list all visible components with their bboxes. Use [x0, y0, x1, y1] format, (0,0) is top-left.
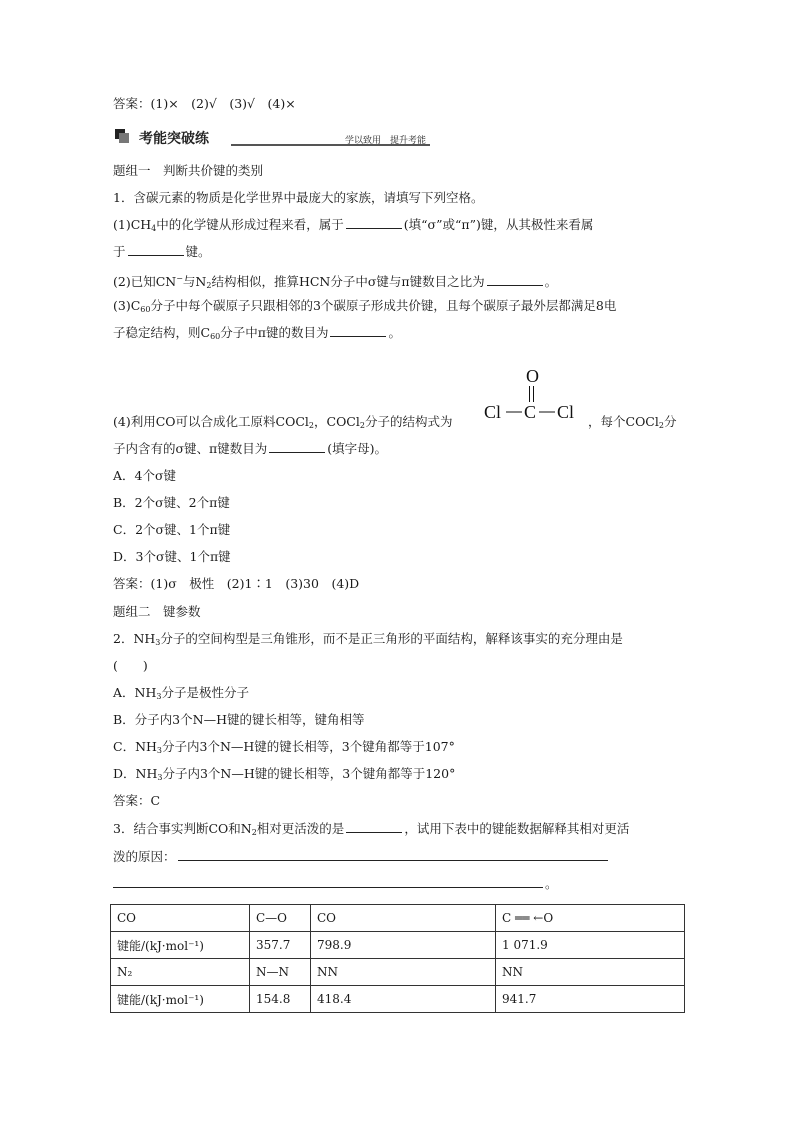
answer-blank[interactable]	[487, 274, 543, 286]
previous-answer: 答案：(1)× (2)√ (3)√ (4)×	[113, 96, 296, 111]
table-row	[111, 905, 685, 932]
answer-blank[interactable]	[346, 821, 402, 833]
bond-energy-table	[110, 904, 685, 1013]
carbon-atom: C	[524, 402, 537, 422]
chlorine-left: Cl	[484, 402, 502, 422]
answer-blank[interactable]	[346, 217, 402, 229]
q1-part1-line1: $(1)CH_4$中的化学键从形成过程来看，属于 (填“σ”或“π”)键，从其极性来看属	[113, 217, 594, 233]
table-cell: 键能/(kJ·mol⁻¹)	[111, 986, 250, 1013]
table-cell: C—O	[250, 905, 311, 932]
q1-option-a: A．4个σ键	[113, 468, 177, 483]
q3-line3: 。	[113, 876, 558, 892]
answer-blank-long[interactable]	[178, 849, 608, 861]
table-cell: 357.7	[250, 932, 311, 959]
table-cell: 1 071.9	[496, 932, 685, 959]
table-row	[111, 986, 685, 1013]
q2-option-b: B．分子内3个N—H键的键长相等，键角相等	[113, 712, 365, 727]
table-row	[111, 959, 685, 986]
chlorine-right: Cl	[557, 402, 575, 422]
q1-part4-line2: 子内含有的σ键、π键数目为 (填字母)。	[113, 441, 388, 456]
group2-title: 题组二 键参数	[113, 604, 201, 619]
answer-blank[interactable]	[330, 325, 386, 337]
table-cell: C ══ ←O	[496, 905, 685, 932]
table-row	[111, 932, 685, 959]
q3-line1: 3．结合事实判断CO和$N_2$相对更活泼的是 ，试用下表中的键能数据解释其相对更活	[113, 821, 630, 837]
table-cell: NN	[496, 959, 685, 986]
answer-blank[interactable]	[128, 244, 184, 256]
q1-part4-line1b: ，每个COCl$_2$分	[588, 414, 677, 430]
q3-line2: 泼的原因：	[113, 849, 610, 865]
q1-option-c: C．2个σ键、1个π键	[113, 522, 231, 537]
group1-title: 题组一 判断共价键的类别	[113, 163, 264, 178]
q2-option-d: D．$NH_3$分子内3个N—H键的键长相等，3个键角都等于120°	[113, 766, 456, 782]
table-cell: CO	[111, 905, 250, 932]
table-cell: 键能/(kJ·mol⁻¹)	[111, 932, 250, 959]
table-cell: 798.9	[311, 932, 496, 959]
table-cell: 154.8	[250, 986, 311, 1013]
answer-blank-long[interactable]	[113, 876, 543, 888]
oxygen-atom: O	[526, 366, 539, 386]
q1-part4-line1a: (4)利用CO可以合成化工原料COCl$_2$，COCl$_2$分子的结构式为	[113, 414, 453, 430]
table-cell: 941.7	[496, 986, 685, 1013]
q1-option-d: D．3个σ键、1个π键	[113, 549, 231, 564]
section-icon	[115, 129, 131, 143]
q1-part3-line2: 子稳定结构，则$C_{60}$分子中π键的数目为 。	[113, 325, 401, 341]
table-cell: NN	[311, 959, 496, 986]
q1-option-b: B．2个σ键、2个π键	[113, 495, 230, 510]
q1-part2: (2)已知CN−与$N_2$结构相似，推算HCN分子中σ键与π键数目之比为 。	[113, 274, 558, 290]
q2-option-c: C．$NH_3$分子内3个N—H键的键长相等，3个键角都等于107°	[113, 739, 455, 755]
table-cell: CO	[311, 905, 496, 932]
q2-paren: ( )	[113, 658, 148, 673]
q1-stem: 1．含碳元素的物质是化学世界中最庞大的家族，请填写下列空格。	[113, 190, 484, 205]
q2-stem: 2．$NH_3$分子的空间构型是三角锥形，而不是正三角形的平面结构，解释该事实的充分理由是	[113, 631, 623, 647]
cocl2-structural-formula	[484, 362, 584, 424]
section-title: 考能突破练	[139, 131, 209, 147]
table-cell: N—N	[250, 959, 311, 986]
q2-answer: 答案：C	[113, 793, 161, 808]
table-cell: 418.4	[311, 986, 496, 1013]
q1-part1-line2: 于 键。	[113, 244, 211, 259]
q2-option-a: A．$NH_3$分子是极性分子	[113, 685, 249, 701]
q1-part3-line1: $(3)C_{60}$分子中每个碳原子只跟相邻的3个碳原子形成共价键，且每个碳原子最外层都满足8电	[113, 298, 617, 314]
section-slogan: 学以致用 提升考能	[344, 136, 426, 146]
q1-answer: 答案：(1)σ 极性 (2)1∶1 (3)30 (4)D	[113, 576, 360, 591]
table-cell: N₂	[111, 959, 250, 986]
section-banner	[113, 127, 430, 147]
answer-blank[interactable]	[269, 441, 325, 453]
